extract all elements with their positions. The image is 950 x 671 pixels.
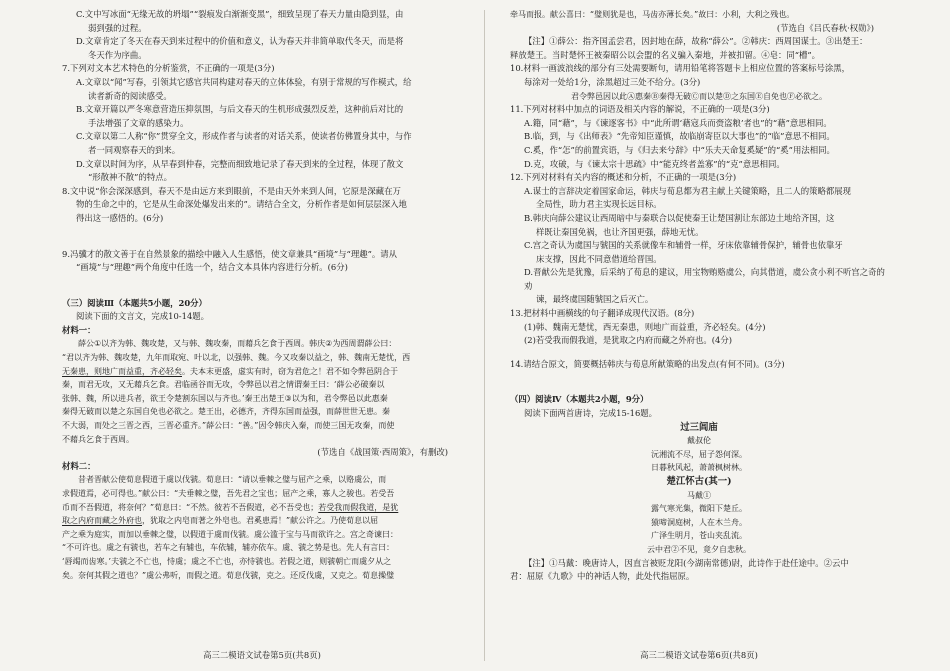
- q12-option-b-cont: 样既让秦国免祸，也让齐国更强，薛地无忧。: [536, 226, 704, 237]
- material-2-line: 求假道焉，必可得也。”献公曰：“夫垂棘之璧，吾先君之宝也；屈产之乘，寡人之骏也。若受吾: [62, 489, 395, 498]
- material-1-line: 不大弱，而处之三晋之西，三晋必重齐。”薛公曰：“善。”因令韩庆入秦，而使三国无攻秦，而使: [62, 421, 395, 431]
- poem-2-line: 广泽生明月，苍山夹乱流。: [651, 531, 747, 541]
- q7-stem: 7.下列对文本艺术特色的分析鉴赏，不正确的一项是(3分): [62, 63, 275, 74]
- q13-item-1: (1)韩、魏南无楚忧，西无秦患，则地广而益重，齐必轻矣。(4分): [524, 321, 766, 332]
- q12-option-c: C.宫之奇认为虞国与虢国的关系就像车和辅骨一样，牙床依靠辅骨保护，辅骨也依靠牙: [524, 240, 843, 251]
- q11-option-c: C.奚，作“怎”的前置宾语，与《归去来兮辞》中“乐夫天命复奚疑”的“奚”用法相同。: [524, 144, 835, 155]
- q12-option-a: A.谋士的言辞决定着国家命运，韩庆与荀息都为君主献上关键策略，且二人的策略都展现: [524, 185, 851, 196]
- q6-option-d: D.文章肯定了冬天在春天到来过程中的价值和意义，认为春天并非简单取代冬天，而是将: [76, 36, 404, 47]
- q11-stem: 11.下列对材料中加点的词语及相关内容的解说，不正确的一项是(3分): [510, 104, 770, 115]
- material-2-label: 材料二：: [62, 460, 96, 471]
- material-1-label: 材料一：: [62, 324, 96, 335]
- material-2-line: “不可许也。虞之有虢也，若车之有辅也，车依辅，辅亦依车。虞、虢之势是也。先人有言曰：: [62, 543, 395, 553]
- material-1-underlined-sentence: 无秦患，则地广而益重，齐必轻矣: [62, 366, 182, 376]
- material-2-underlined-sentence: 若受我而假我道，是犹: [318, 502, 399, 512]
- q12-option-c-cont: 床支撑，因此不同意借道给晋国。: [536, 253, 662, 264]
- material-1-line: 张韩、魏，所以进兵者，欲王令楚割东国以与齐也。’秦王出楚王③以为和，君令弊邑以此惠秦: [62, 393, 388, 403]
- q6-option-d-cont: 冬天作为序曲。: [88, 49, 147, 60]
- annotation: 【注】①薛公：指齐国孟尝君，因封地在薛，故称“薛公”。②韩庆：西周国谋士。③出楚王：: [524, 36, 868, 47]
- q9-stem: 9.冯骥才的散文善于在自然景象的描绘中融入人生感悟，使文章兼具“画境”与“理趣”。请从: [62, 248, 397, 259]
- q7-option-b: B.文章开篇以严冬寒意营造压抑氛围，与后文春天的生机形成强烈反差，这种前后对比的: [76, 104, 404, 115]
- q8-stem: 8.文中说“你会深深感到，春天不是由远方来到眼前，不是由天外来到人间，它原是深藏在万: [62, 185, 401, 196]
- q7-option-c: C.文章以第二人称“你”贯穿全文，形成作者与读者的对话关系，使读者仿佛置身其中，与作: [76, 131, 412, 142]
- poem-1-line: 沅湘流不尽，屈子怨何深。: [651, 449, 747, 459]
- material-1-line: 秦得无破而以楚之东国自免也必欲之。楚王出，必德齐，齐得东国而益强，而薛世世无患。秦: [62, 407, 390, 417]
- q7-option-b-cont: 手法增强了文章的感染力。: [88, 117, 189, 128]
- annotation-cont: 释放楚王。当时楚怀王被秦昭公以会盟的名义骗入秦地，并被扣留。④皂：同“槽”。: [510, 49, 821, 60]
- material-2-line: 矣。奈何其假之道也？”虞公弗听，而假之道。荀息伐虢，克之。还反伐虞，又克之。荀息操璧: [62, 570, 395, 580]
- poem-2-line: 猿啼洞庭树，人在木兰舟。: [651, 517, 747, 527]
- poem-1-title: 过三闾庙: [680, 421, 718, 433]
- q7-option-a-cont: 读者新奇的阅读感受。: [88, 90, 172, 101]
- material-2-line: ，犹取之内皂而著之外皂也。君奚患焉！”献公许之。乃使荀息以屈: [142, 516, 379, 526]
- material-2-source: (节选自《吕氏春秋·权勋》): [776, 22, 874, 33]
- poem-2-author: 马戴①: [687, 490, 711, 500]
- material-1-line: 薛公①以齐为韩、魏攻楚，又与韩、魏攻秦，而藉兵乞食于西周。韩庆②为西周谓薛公曰：: [78, 339, 397, 349]
- material-2-line: 币而不吾假道，将奈何？”荀息曰：“不然。彼若不吾假道，必不吾受也；: [62, 502, 319, 512]
- section-4-heading: （四）阅读Ⅳ（本题共2小题，9分）: [510, 394, 649, 405]
- page-divider: [484, 10, 485, 661]
- material-2-line: ‘唇竭而齿寒。’夫虢之不亡也，恃虞；虞之不亡也，亦恃虢也。若假之道，则虢朝亡而虞夕从之: [62, 556, 392, 566]
- section-3-heading: （三）阅读Ⅲ（本题共5小题，20分）: [62, 297, 207, 308]
- material-2-line: 昔者晋献公使荀息假道于虞以伐虢。荀息曰：“请以垂棘之璧与屈产之乘，以赂虞公，而: [78, 475, 387, 485]
- q12-stem: 12.下列对材料有关内容的概述和分析，不正确的一项是(3分): [510, 172, 737, 183]
- q10-stem: 10.材料一画波浪线的部分有三处需要断句，请用铅笔将答题卡上相应位置的答案标号涂黑，: [510, 63, 850, 74]
- q12-option-d-cont: 谏，最终虞国随虢国之后灭亡。: [536, 294, 654, 305]
- poem-2-line: 云中君②不见，竟夕自悲秋。: [647, 544, 751, 554]
- q11-option-a: A.籍，同“藉”，与《谏逐客书》中“此所谓‘藉寇兵而赍盗粮’者也”的“藉”意思相同。: [524, 117, 832, 128]
- poem-2-line: 露气寒光集，微阳下楚丘。: [651, 504, 747, 514]
- material-2-underlined-sentence-cont: 取之内府而藏之外府也: [62, 516, 142, 526]
- page-footer-right: 高三二模语文试卷第6页(共8页): [640, 650, 758, 661]
- q8-stem-cont: 物的生命之中的，它是从生命深处爆发出来的”。请结合全文，分析作者是如何层层深入地: [76, 199, 407, 210]
- q10-stem-cont: 每涂对一处给1分，涂黑超过三处不给分。(3分): [524, 76, 701, 87]
- q10-sentence: 君令弊邑因以此Ⓐ惠秦Ⓑ秦得无破Ⓒ而以楚Ⓓ之东国Ⓔ自免也Ⓕ必欲之。: [571, 91, 827, 101]
- material-2-line: 牵马而报。献公喜曰：“璧则犹是也，马齿亦薄长矣。”故曰：小利，大利之残也。: [510, 10, 795, 19]
- q11-option-d: D.克，攻破，与《谏太宗十思疏》中“能克终者盖寡”的“克”意思相同。: [524, 158, 785, 169]
- q12-option-b: B.韩庆向薛公建议让西周暗中与秦联合以促使秦王让楚国割让东部边土地给齐国，这: [524, 212, 835, 223]
- q6-option-c: C.文中写冰面“无缘无故的坍塌”“裂痕发白渐渐变黑”，细致呈现了春天力量由隐到显，由: [76, 9, 404, 19]
- q8-stem-cont2: 得出这一感悟的。(6分): [76, 212, 164, 223]
- q12-option-a-cont: 全局性，助力君主实现长远目标。: [536, 199, 662, 210]
- q9-stem-cont: “画境”与“理趣”两个角度中任选一个，结合文本具体内容进行分析。(6分): [76, 262, 348, 273]
- q11-option-b: B.临，到，与《出师表》“先帝知臣谨慎，故临崩寄臣以大事也”的“临”意思不相同。: [524, 131, 835, 142]
- page-right: [500, 0, 898, 671]
- poem-2-title: 楚江怀古(其一): [666, 476, 732, 487]
- page-footer-left: 高三二模语文试卷第5页(共8页): [203, 650, 321, 661]
- q6-option-c-cont: 弱到强的过程。: [88, 22, 147, 33]
- q7-option-c-cont: 者一同观察春天的到来。: [88, 144, 181, 155]
- q14-stem: 14.请结合原文，简要概括韩庆与荀息所献策略的出发点(有何不同)。(3分): [510, 358, 785, 369]
- material-1-line: 秦，而君无攻，又无藉兵乞食。君临函谷而无攻，令弊邑以君之情谓秦王曰：‘薛公必破秦以: [62, 380, 385, 390]
- poem-1-line: 日暮秋风起，萧萧枫树林。: [651, 463, 747, 473]
- material-1-source: (节选自《战国策·西周策》，有删改): [317, 447, 448, 458]
- section-4-instruction: 阅读下面两首唐诗，完成15-16题。: [524, 408, 658, 419]
- q12-option-d: D.晋献公先是犹豫，后采纳了荀息的建议，用宝物贿赂虞公，向其借道，虞公贪小利不听宫之奇的劝: [524, 267, 885, 291]
- q7-option-d-cont: “形散神不散”的特点。: [88, 172, 172, 183]
- q13-item-2: (2)若受我而假我道，是犹取之内府而藏之外府也。(4分): [524, 335, 732, 346]
- q7-option-d: D.文章以时间为序，从早春到仲春，完整而细致地记录了春天到来的全过程，体现了散文: [76, 158, 404, 169]
- poem-1-author: 戴叔伦: [687, 436, 711, 446]
- q13-stem: 13.把材料中画横线的句子翻译成现代汉语。(8分): [510, 308, 695, 319]
- section-3-instruction: 阅读下面的文言文，完成10-14题。: [76, 311, 210, 322]
- material-1-line: 。夫本末更盛，虚实有时，窃为君危之！君不如令弊邑阴合于: [182, 366, 398, 376]
- poem-annotation-cont: 君：屈原《九歌》中的神话人物，此处代指屈原。: [510, 571, 695, 582]
- material-1-line: 不藉兵乞食于西周。: [62, 434, 134, 444]
- material-1-line: “君以齐为韩、魏攻楚，九年而取宛、叶以北，以强韩、魏。今又攻秦以益之，韩、魏南无楚忧，西: [62, 353, 411, 363]
- page-left: [52, 0, 472, 671]
- poem-annotation: 【注】①马戴：晚唐诗人，因直言被贬龙阳(今湖南常德)尉，此诗作于赴任途中。②云中: [524, 557, 849, 568]
- q7-option-a: A.文章以“闻”写春，引领其它感官共同构建对春天的立体体验，有别于常规的写作模式，给: [76, 76, 412, 87]
- material-2-line: 产之乘为庭实，而加以垂棘之璧，以假道于虞而伐虢。虞公滥于宝与马而欲许之。宫之奇谏曰：: [62, 529, 398, 539]
